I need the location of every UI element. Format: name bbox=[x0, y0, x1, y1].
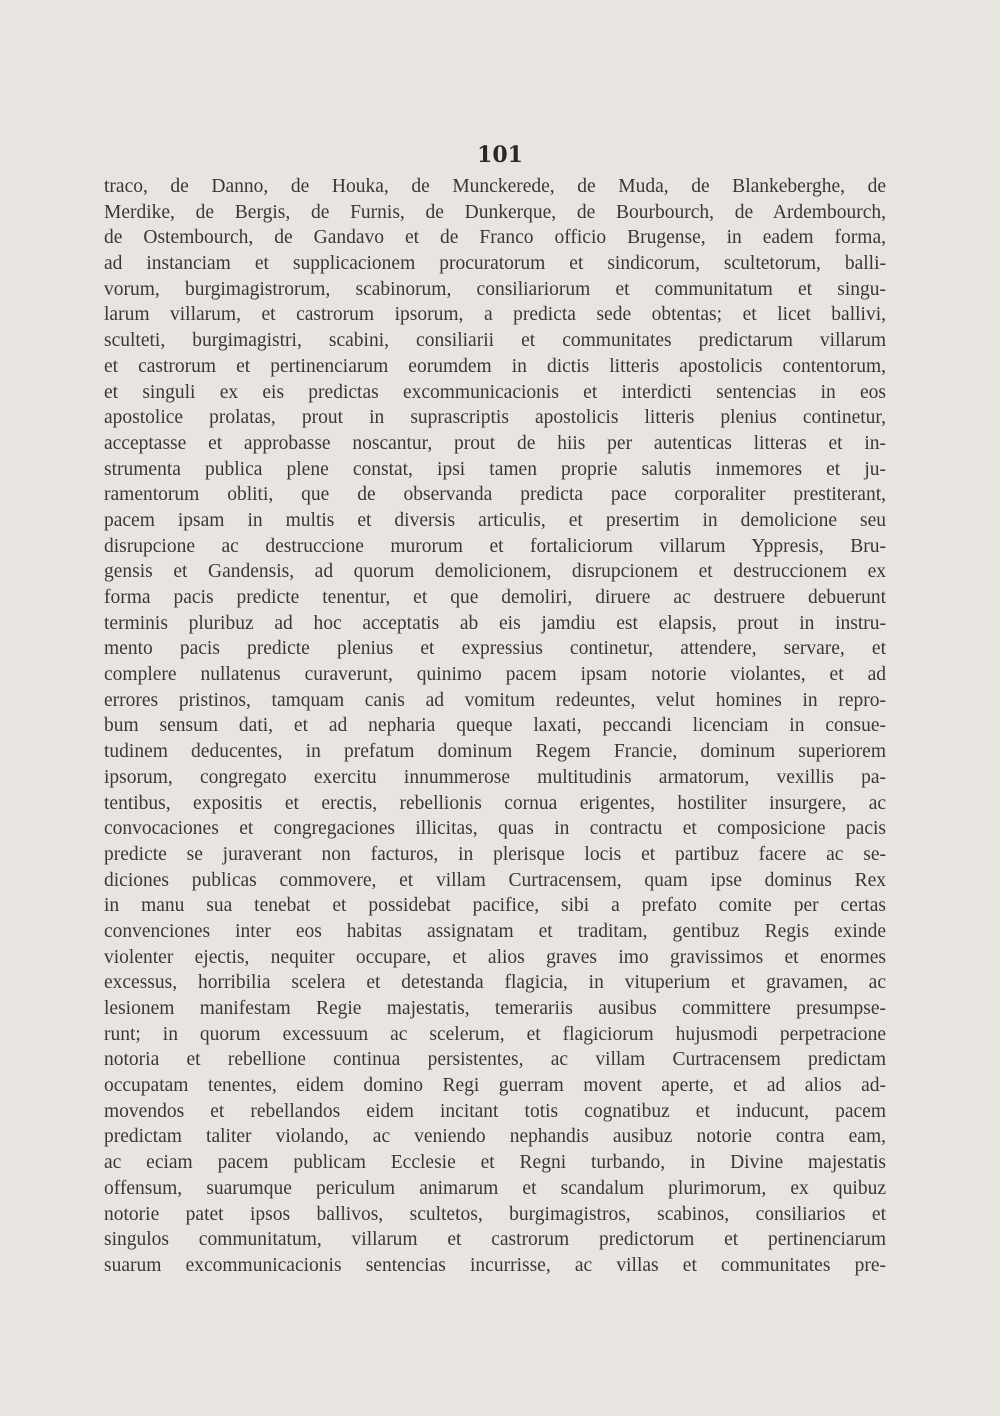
text-line: in manu sua tenebat et possidebat pacifice, sibi a prefato comite per certas bbox=[104, 895, 886, 917]
text-line: strumenta publica plene constat, ipsi tamen proprie salutis inmemores et ju- bbox=[104, 458, 886, 480]
text-line: notoria et rebellione continua persistentes, ac villam Curtracensem predictam bbox=[104, 1049, 886, 1071]
text-line: bum sensum dati, et ad nepharia queque laxati, peccandi licenciam in consue- bbox=[104, 715, 886, 737]
text-line: traco, de Danno, de Houka, de Munckerede, de Muda, de Blankeberghe, de bbox=[104, 176, 886, 197]
text-line: convocaciones et congregaciones illicitas, quas in contractu et composicione pacis bbox=[104, 818, 886, 840]
text-line: gensis et Gandensis, ad quorum demolicionem, disrupcionem et destruccionem ex bbox=[104, 561, 886, 583]
text-line: runt; in quorum excessuum ac scelerum, et flagiciorum hujusmodi perpetracione bbox=[104, 1023, 886, 1045]
text-line: larum villarum, et castrorum ipsorum, a predicta sede obtentas; et licet ballivi, bbox=[104, 304, 886, 326]
text-line: movendos et rebellandos eidem incitant totis cognatibuz et inducunt, pacem bbox=[104, 1100, 886, 1122]
text-line: apostolice prolatas, prout in suprascriptis apostolicis litteris plenius continetur, bbox=[104, 407, 886, 429]
text-line: vorum, burgimagistrorum, scabinorum, consiliariorum et communitatum et singu- bbox=[104, 278, 886, 300]
text-line: lesionem manifestam Regie majestatis, temerariis ausibus committere presumpse- bbox=[104, 998, 886, 1019]
text-line: pacem ipsam in multis et diversis articulis, et presertim in demolicione seu bbox=[104, 509, 886, 531]
text-line: de Ostembourch, de Gandavo et de Franco officio Brugense, in eadem forma, bbox=[104, 227, 886, 249]
text-line: notorie patet ipsos ballivos, scultetos, burgimagistros, scabinos, consiliarios et bbox=[104, 1203, 886, 1225]
text-line: predictam taliter violando, ac veniendo nephandis ausibuz notorie contra eam, bbox=[104, 1126, 886, 1148]
text-line: tentibus, expositis et erectis, rebellionis cornua erigentes, hostiliter insurgere, ac bbox=[104, 792, 886, 814]
text-line: occupatam tenentes, eidem domino Regi guerram movent aperte, et ad alios ad- bbox=[104, 1075, 886, 1097]
text-line: complere nullatenus curaverunt, quinimo pacem ipsam notorie violantes, et ad bbox=[104, 664, 886, 686]
text-line: violenter ejectis, nequiter occupare, et alios graves imo gravissimos et enormes bbox=[104, 946, 886, 968]
text-line: convenciones inter eos habitas assignatam et traditam, gentibuz Regis exinde bbox=[104, 920, 886, 942]
text-line: et castrorum et pertinenciarum eorumdem in dictis litteris apostolicis contentorum, bbox=[104, 355, 886, 377]
text-line: mento pacis predicte plenius et expressius continetur, attendere, servare, et bbox=[104, 638, 886, 660]
body-text bbox=[104, 174, 886, 1279]
text-line: predicte se juraverant non facturos, in plerisque locis et partibuz facere ac se- bbox=[104, 843, 886, 865]
text-line: disrupcione ac destruccione murorum et fortaliciorum villarum Yppresis, Bru- bbox=[104, 535, 886, 557]
text-line: Merdike, de Bergis, de Furnis, de Dunkerque, de Bourbourch, de Ardembourch, bbox=[104, 201, 886, 223]
text-line: tudinem deducentes, in prefatum dominum Regem Francie, dominum superiorem bbox=[104, 741, 886, 763]
text-line: terminis pluribuz ad hoc acceptatis ab eis jamdiu est elapsis, prout in instru- bbox=[104, 612, 886, 634]
text-line: errores pristinos, tamquam canis ad vomitum redeuntes, velut homines in repro- bbox=[104, 689, 886, 711]
text-line: suarum excommunicacionis sentencias incurrisse, ac villas et communitates pre- bbox=[104, 1254, 886, 1276]
text-line: excessus, horribilia scelera et detestanda flagicia, in vituperium et gravamen, ac bbox=[104, 972, 886, 994]
text-line: acceptasse et approbasse noscantur, prout de hiis per autenticas litteras et in- bbox=[104, 432, 886, 454]
text-line: singulos communitatum, villarum et castrorum predictorum et pertinenciarum bbox=[104, 1229, 886, 1251]
text-line: ipsorum, congregato exercitu innummerose multitudinis armatorum, vexillis pa- bbox=[104, 766, 886, 788]
text-line: ac eciam pacem publicam Ecclesie et Regni turbando, in Divine majestatis bbox=[104, 1152, 886, 1174]
page-number: 101 bbox=[477, 142, 523, 168]
text-line: ad instanciam et supplicacionem procuratorum et sindicorum, scultetorum, balli- bbox=[104, 253, 886, 275]
text-line: forma pacis predicte tenentur, et que demoliri, diruere ac destruere debuerunt bbox=[104, 587, 886, 608]
text-line: sculteti, burgimagistri, scabini, consiliarii et communitates predictarum villarum bbox=[104, 330, 886, 352]
text-line: offensum, suarumque periculum animarum et scandalum plurimorum, ex quibuz bbox=[104, 1177, 886, 1199]
text-line: et singuli ex eis predictas excommunicacionis et interdicti sentencias in eos bbox=[104, 381, 886, 403]
text-line: ramentorum obliti, que de observanda predicta pace corporaliter prestiterant, bbox=[104, 484, 886, 506]
text-line: diciones publicas commovere, et villam Curtracensem, quam ipse dominus Rex bbox=[104, 869, 886, 891]
